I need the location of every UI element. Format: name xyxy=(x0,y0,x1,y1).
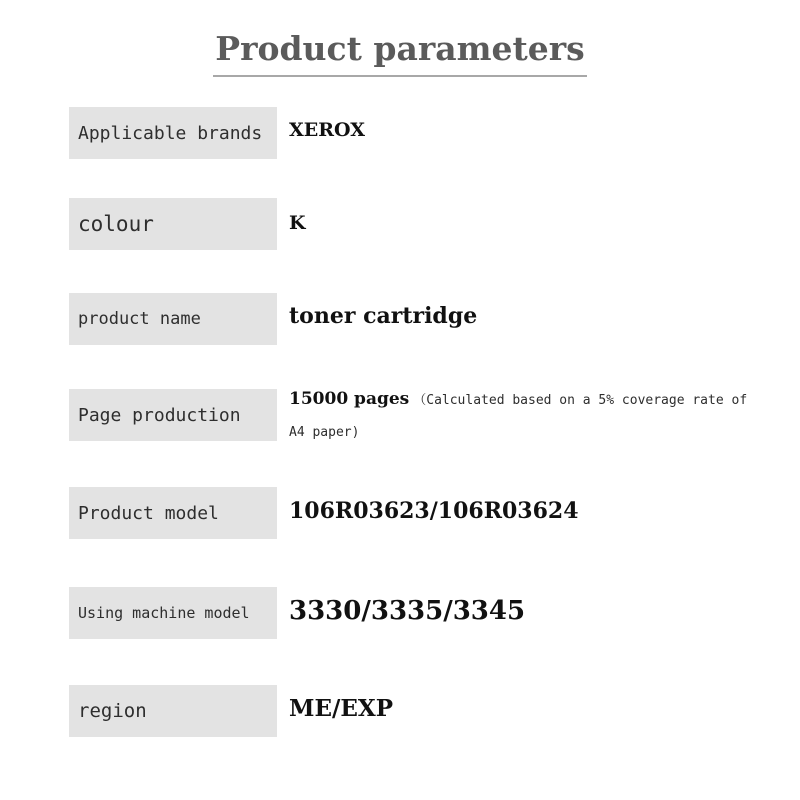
label-region: region xyxy=(69,685,277,737)
page-production-value: 15000 pages xyxy=(289,389,410,409)
label-applicable-brands: Applicable brands xyxy=(69,107,277,159)
label-using-machine-model: Using machine model xyxy=(69,587,277,639)
value-product-model: 106R03623/106R03624 xyxy=(289,498,579,524)
value-applicable-brands: XEROX xyxy=(289,119,365,141)
label-product-name: product name xyxy=(69,293,277,345)
label-colour: colour xyxy=(69,198,277,250)
label-page-production: Page production xyxy=(69,389,277,441)
value-using-machine-model: 3330/3335/3345 xyxy=(289,596,526,626)
value-region: ME/EXP xyxy=(289,695,394,722)
value-page-production xyxy=(289,384,759,448)
value-product-name: toner cartridge xyxy=(289,303,478,329)
label-product-model: Product model xyxy=(69,487,277,539)
page-title-text: Product parameters xyxy=(213,26,586,77)
value-colour: K xyxy=(289,212,306,234)
page-title xyxy=(0,26,800,77)
page-production-note: （Calculated based on a 5% coverage rate of A4 paper) xyxy=(289,393,748,440)
